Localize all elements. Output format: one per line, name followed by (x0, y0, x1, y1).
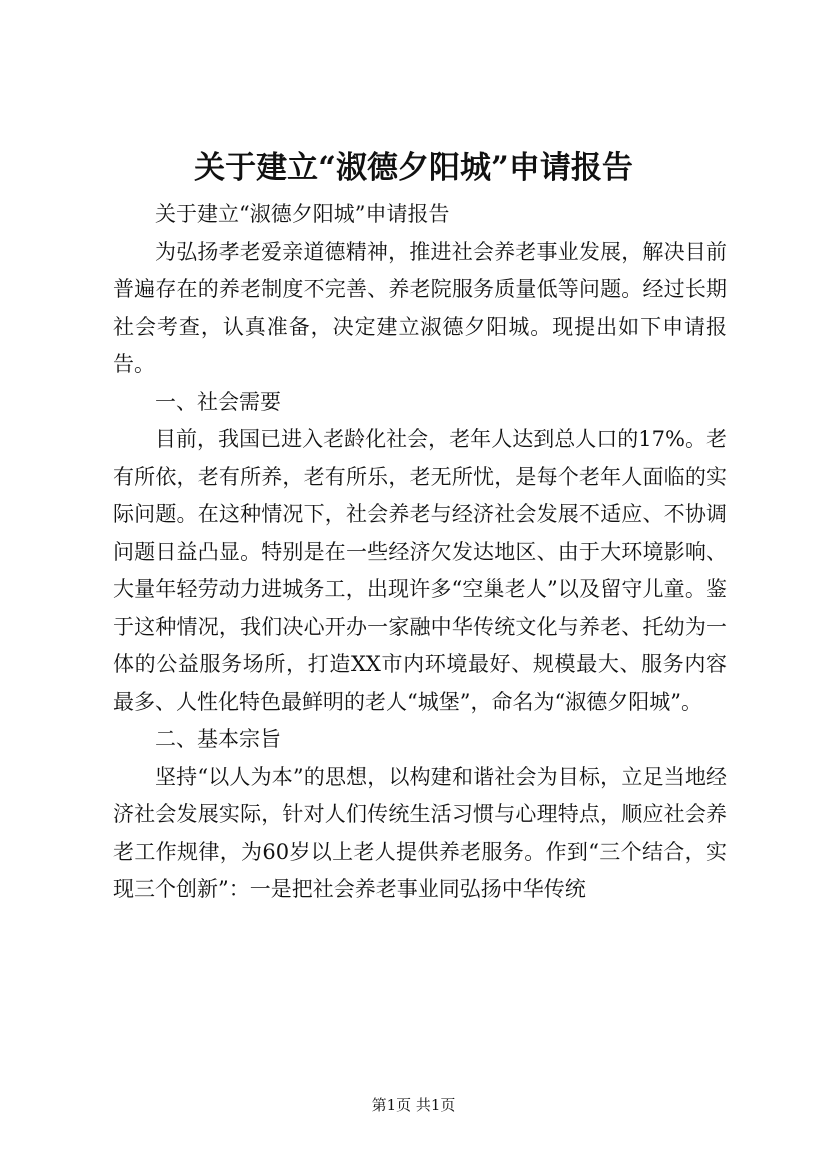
document-body (113, 196, 727, 909)
document-title: 关于建立“淑德夕阳城”申请报告 (194, 150, 633, 186)
paragraph-subtitle: 关于建立“淑德夕阳城”申请报告 (155, 202, 450, 226)
paragraph-intro: 为弘扬孝老爱亲道德精神，推进社会养老事业发展，解决目前普遍存在的养老制度不完善、养老院服务质量低等问题。经过长期社会考查，认真准备，决定建立淑德夕阳城。现提出如下申请报告。 (113, 239, 727, 376)
paragraph-social-need: 目前，我国已进入老龄化社会，老年人达到总人口的17%。老有所依，老有所养，老有所乐，老无所忧，是每个老年人面临的实际问题。在这种情况下，社会养老与经济社会发展不适应、不协调问题日益凸显。特别是在一些经济欠发达地区、由于大环境影响、大量年轻劳动力进城务工，出现许多“空巢老人”以及留守儿童。鉴于这种情况，我们决心开办一家融中华传统文化与养老、托幼为一体的公益服务场所，打造XX市内环境最好、规模最大、服务内容最多、人性化特色最鲜明的老人“城堡”，命名为“淑德夕阳城”。 (113, 427, 727, 714)
section-heading-social-need: 一、社会需要 (155, 389, 281, 414)
paragraph-basic-purpose: 坚持“以人为本”的思想，以构建和谐社会为目标，立足当地经济社会发展实际，针对人们传统生活习惯与心理特点，顺应社会养老工作规律，为60岁以上老人提供养老服务。作到“三个结合，实现三个创新”：一是把社会养老事业同弘扬中华传统 (113, 764, 727, 901)
page-number-footer: 第1页 共1页 (371, 1096, 456, 1114)
section-heading-basic-purpose: 二、基本宗旨 (155, 727, 281, 751)
